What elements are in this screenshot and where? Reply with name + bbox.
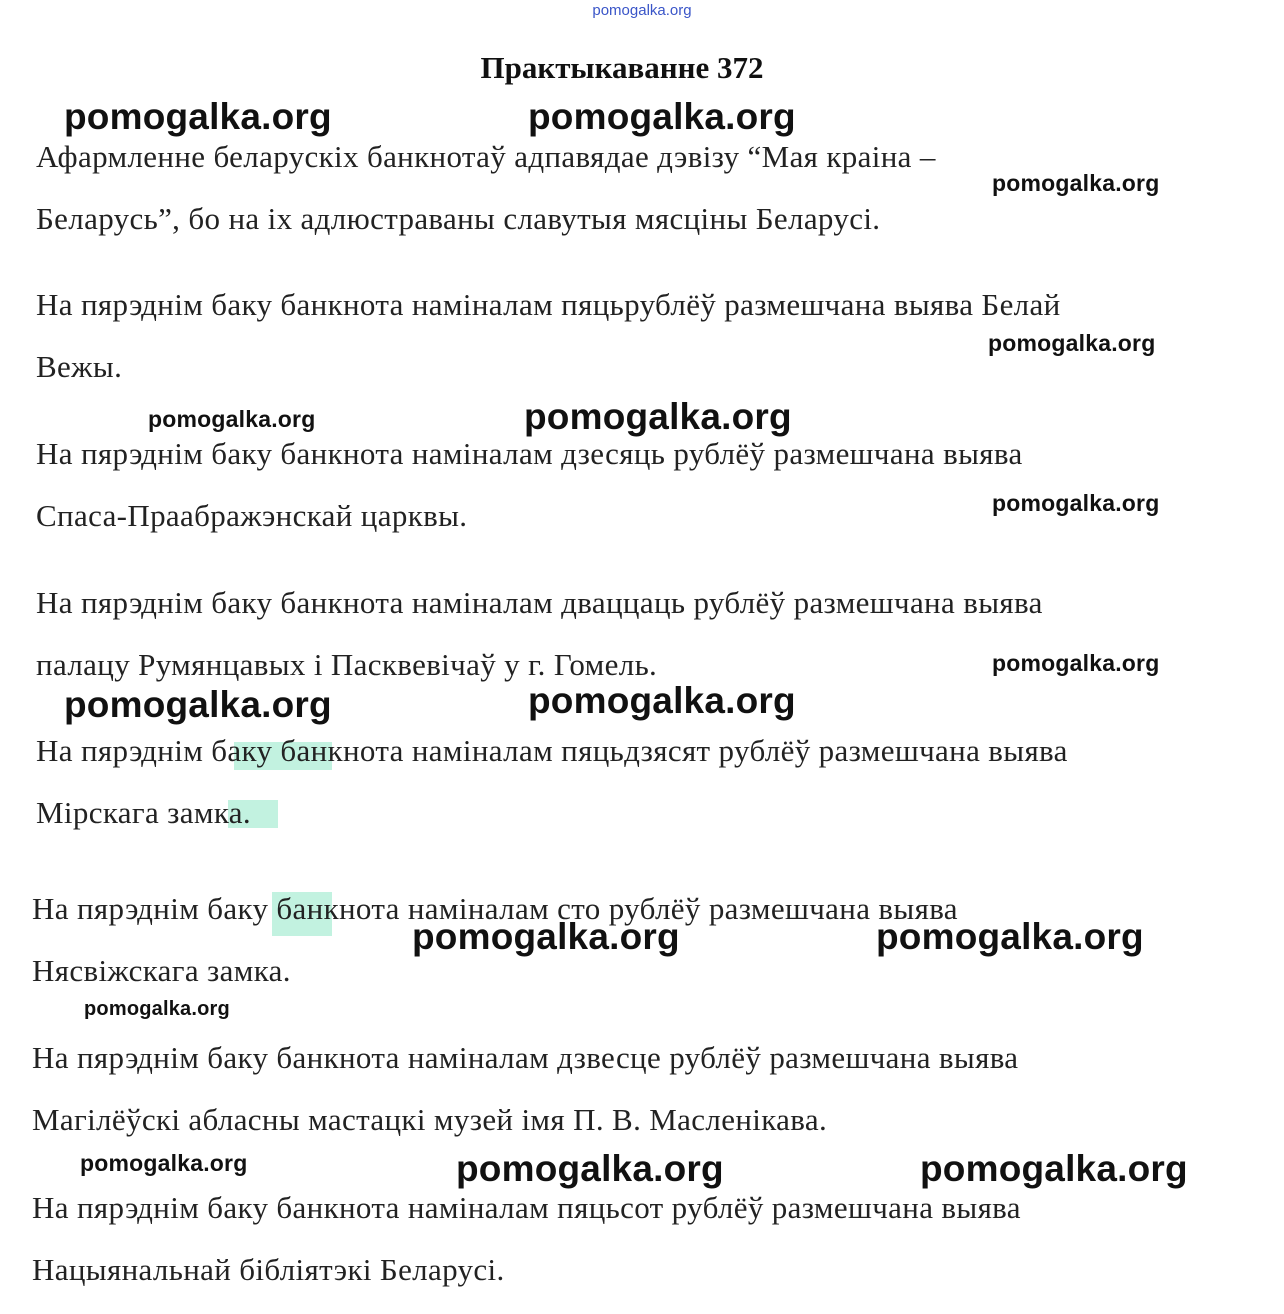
site-header-link[interactable]: pomogalka.org — [592, 2, 692, 19]
paragraph-line: На пярэднім баку банкнота наміналам дзвесце рублёў размешчана выява — [32, 1040, 1019, 1075]
paragraph-line: На пярэднім баку банкнота наміналам дваццаць рублёў размешчана выява — [36, 585, 1043, 620]
paragraph-line: На пярэднім баку банкнота наміналам пяцьсот рублёў размешчана выява — [32, 1190, 1021, 1225]
paragraph-line: палацу Румянцавых і Пасквевічаў у г. Гомель. — [36, 647, 658, 682]
paragraph-line: Нясвіжскага замка. — [32, 953, 291, 988]
page-title: Практыкаванне 372 — [480, 50, 764, 85]
watermark: pomogalka.org — [988, 330, 1156, 356]
watermark: pomogalka.org — [84, 998, 230, 1020]
paragraph-line: Нацыянальнай бібліятэкі Беларусі. — [32, 1252, 505, 1287]
paragraph-line: Спаса-Праабражэнскай царквы. — [36, 498, 468, 533]
watermark: pomogalka.org — [992, 170, 1160, 196]
watermark: pomogalka.org — [80, 1150, 248, 1176]
watermark: pomogalka.org — [64, 684, 332, 725]
paragraph-line: На пярэднім баку банкнота наміналам пяцьрублёў размешчана выява Белай — [36, 287, 1061, 322]
watermark: pomogalka.org — [412, 916, 680, 957]
watermark: pomogalka.org — [528, 680, 796, 721]
watermark: pomogalka.org — [920, 1148, 1188, 1189]
watermark: pomogalka.org — [528, 96, 796, 137]
watermark: pomogalka.org — [876, 916, 1144, 957]
watermark: pomogalka.org — [64, 96, 332, 137]
paragraph-line: Магілёўскі абласны мастацкі музей імя П. В. Масленікава. — [32, 1102, 828, 1137]
watermark: pomogalka.org — [992, 490, 1160, 516]
watermark: pomogalka.org — [524, 396, 792, 437]
paragraph-line: Беларусь”, бо на іх адлюстраваны славутыя мясціны Беларусі. — [36, 201, 881, 236]
paragraph-7 — [32, 1027, 1018, 1151]
paragraph-line: На пярэднім баку банкнота наміналам дзесяць рублёў размешчана выява — [36, 436, 1023, 471]
paragraph-line: На пярэднім баку банкнота наміналам пяцьдзясят рублёў размешчана выява — [36, 733, 1068, 768]
paragraph-line: Вежы. — [36, 349, 123, 384]
watermark: pomogalka.org — [456, 1148, 724, 1189]
paragraph-3 — [36, 423, 1023, 547]
paragraph-1 — [36, 126, 936, 250]
paragraph-2 — [36, 274, 1061, 398]
watermark: pomogalka.org — [148, 406, 316, 432]
paragraph-8 — [32, 1177, 1021, 1301]
paragraph-line: Мірскага замка. — [36, 795, 251, 830]
paragraph-line: На пярэднім баку банкнота наміналам сто рублёў размешчана выява — [32, 891, 958, 926]
paragraph-5 — [36, 720, 1068, 844]
paragraph-line: Афармленне беларускіх банкнотаў адпавядае дэвізу “Мая краіна – — [36, 139, 936, 174]
watermark: pomogalka.org — [992, 650, 1160, 676]
paragraph-4 — [36, 572, 1043, 696]
